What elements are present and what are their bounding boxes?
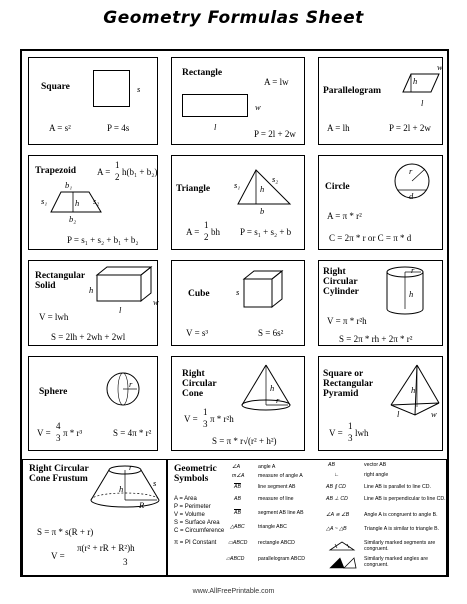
parallelogram-perimeter: P = 2l + 2w <box>389 123 431 133</box>
frustum-R-label: R <box>139 500 145 510</box>
symbol-glyph: △ABC <box>230 524 245 530</box>
triangle-s1-label: s₁ <box>234 180 241 190</box>
cone-vol-den: 3 <box>203 419 208 429</box>
symbols-cell <box>167 459 447 577</box>
formula-grid <box>20 49 449 577</box>
symbol-desc: measure of line <box>258 496 294 502</box>
cylinder-cell <box>318 260 443 346</box>
symbol-desc: angle A <box>258 464 276 470</box>
parallelogram-width-label: w <box>437 62 443 72</box>
circle-area: A = π * r² <box>327 211 362 221</box>
frustum-cell <box>22 459 167 577</box>
cylinder-h-label: h <box>409 289 414 299</box>
square-area: A = s² <box>49 123 71 133</box>
triangle-perimeter: P = s₁ + s₂ + b <box>240 227 292 237</box>
triangle-area-rhs: bh <box>211 227 220 237</box>
parallelogram-figure <box>395 72 445 102</box>
trapezoid-b1-label: b₁ <box>65 180 73 190</box>
symbol-glyph: $\overline{AB}$ <box>234 484 241 490</box>
square-figure <box>93 70 133 110</box>
rect-solid-surface: S = 2lh + 2wh + 2wl <box>51 332 126 342</box>
symbol-desc: Line AB is perpendicular to line CD. <box>364 496 446 502</box>
legend-item: P = Perimeter <box>174 504 211 510</box>
frustum-name-line2: Cone Frustum <box>29 474 88 484</box>
pyramid-h-label: h <box>411 385 416 395</box>
cone-vol-lhs: V = <box>184 414 198 424</box>
triangle-cell <box>171 155 305 250</box>
symbol-desc: Line AB is parallel to line CD. <box>364 484 431 490</box>
cylinder-r-label: r <box>411 265 415 275</box>
circle-name: Circle <box>325 182 350 192</box>
pyramid-l-label: l <box>397 409 400 419</box>
symbol-glyph: ▱ABCD <box>226 556 245 562</box>
cube-figure <box>242 269 287 314</box>
cylinder-volume: V = π * r²h <box>327 316 367 326</box>
cylinder-name-line3: Cylinder <box>323 287 359 297</box>
symbol-glyph: AB <box>328 462 335 468</box>
trapezoid-s2-label: s₂ <box>93 196 100 206</box>
rectangle-length-label: l <box>214 122 217 132</box>
rect-solid-volume: V = lwh <box>39 312 69 322</box>
rect-solid-cell <box>28 260 158 346</box>
symbol-glyph: $\overline{AB}$ <box>234 510 241 516</box>
rect-solid-l-label: l <box>119 305 122 315</box>
pyramid-name-line2: Rectangular <box>323 379 374 389</box>
cone-name-line2: Circular <box>182 379 217 389</box>
parallelogram-length-label: l <box>421 98 424 108</box>
circle-circumference: C = 2π * r or C = π * d <box>329 233 412 243</box>
square-perimeter: P = 4s <box>107 123 130 133</box>
pyramid-vol-den: 3 <box>348 433 353 443</box>
trapezoid-s1-label: s₁ <box>41 196 48 206</box>
trapezoid-area-rhs: h(b₁ + b₂) <box>122 167 158 177</box>
cone-vol-rhs: π * r²h <box>210 414 234 424</box>
rectangle-name: Rectangle <box>182 68 223 78</box>
symbol-desc: line segment AB <box>258 484 296 490</box>
rectangle-perimeter: P = 2l + 2w <box>254 129 296 139</box>
marked-segments-icon <box>328 540 358 552</box>
frustum-h-label: h <box>119 484 124 494</box>
symbol-desc: Similarly marked angles are congruent. <box>364 556 429 568</box>
parallelogram-name: Parallelogram <box>323 86 382 96</box>
pyramid-vol-num: 1 <box>348 421 353 431</box>
symbol-desc: vector AB <box>364 462 387 468</box>
parallelogram-cell <box>318 57 443 145</box>
symbol-glyph: m∠A <box>232 473 245 479</box>
cone-cell <box>171 356 305 451</box>
sphere-vol-den: 3 <box>56 433 61 443</box>
square-side-label: s <box>137 84 141 94</box>
cylinder-name-line1: Right <box>323 267 346 277</box>
parallelogram-height-label: h <box>413 76 418 86</box>
rect-solid-w-label: w <box>153 297 159 307</box>
trapezoid-name: Trapezoid <box>35 166 76 176</box>
trapezoid-b2-label: b₂ <box>69 214 77 224</box>
cone-h-label: h <box>270 383 275 393</box>
rectangle-cell <box>171 57 305 145</box>
cube-surface: S = 6s² <box>258 328 284 338</box>
symbol-glyph: ▭ABCD <box>228 540 248 546</box>
trapezoid-figure <box>49 190 119 220</box>
cone-name-line3: Cone <box>182 389 204 399</box>
sphere-r-label: r <box>129 379 133 389</box>
trapezoid-perimeter: P = s₁ + s₂ + b₁ + b₂ <box>67 235 139 245</box>
square-cell <box>28 57 158 145</box>
symbol-glyph: AB ∥ CD <box>326 484 346 490</box>
frustum-figure <box>85 464 165 514</box>
frustum-vol-den: 3 <box>123 557 128 567</box>
cube-cell <box>171 260 305 346</box>
symbol-desc: Angle A is congruent to angle B. <box>364 512 438 518</box>
trapezoid-cell <box>28 155 158 250</box>
circle-cell <box>318 155 443 250</box>
sphere-cell <box>28 356 158 451</box>
rect-solid-h-label: h <box>89 285 94 295</box>
frustum-name-line1: Right Circular <box>29 464 89 474</box>
symbol-desc: measure of angle A <box>258 473 303 479</box>
cone-vol-num: 1 <box>203 407 208 417</box>
symbol-desc: right angle <box>364 472 389 478</box>
cube-name: Cube <box>188 289 210 299</box>
symbol-glyph: ∠A ≅ ∠B <box>326 512 350 518</box>
symbol-desc: segment AB line AB <box>258 510 304 516</box>
triangle-h-label: h <box>260 184 265 194</box>
triangle-b-label: b <box>260 206 265 216</box>
frustum-r-label: r <box>129 462 133 472</box>
cone-name-line1: Right <box>182 369 205 379</box>
symbol-desc: triangle ABC <box>258 524 287 530</box>
sphere-vol-rhs: π * r³ <box>63 428 83 438</box>
trapezoid-area-num: 1 <box>115 160 120 170</box>
pyramid-w-label: w <box>431 409 437 419</box>
trapezoid-area-den: 2 <box>115 172 120 182</box>
symbol-desc: Triangle A is similar to triangle B. <box>364 526 440 532</box>
cone-figure <box>238 363 298 418</box>
frustum-vol-num: π(r² + rR + R²)h <box>77 543 135 553</box>
circle-d-label: d <box>409 191 414 201</box>
cylinder-name-line2: Circular <box>323 277 358 287</box>
pyramid-vol-lhs: V = <box>329 428 343 438</box>
marked-angles-icon <box>328 556 358 570</box>
symbol-glyph: △A ~ △B <box>326 526 347 532</box>
symbol-glyph: ∟ <box>334 472 340 478</box>
symbols-heading-line1: Geometric <box>174 464 217 474</box>
triangle-area-lhs: A = <box>186 227 200 237</box>
sphere-surface: S = 4π * r² <box>113 428 152 438</box>
triangle-area-num: 1 <box>204 220 209 230</box>
page-title: Geometry Formulas Sheet <box>103 8 364 28</box>
sphere-name: Sphere <box>39 387 68 397</box>
cone-surface: S = π * r√(r² + h²) <box>212 436 277 446</box>
pyramid-name-line1: Square or <box>323 369 364 379</box>
rectangle-width-label: w <box>255 102 261 112</box>
frustum-vol-lhs: V = <box>51 551 65 561</box>
circle-r-label: r <box>409 166 413 176</box>
rect-solid-name-line2: Solid <box>35 281 56 291</box>
symbol-glyph: AB <box>234 496 241 502</box>
pyramid-cell <box>318 356 443 451</box>
sphere-figure <box>105 371 145 411</box>
symbol-glyph: AB ⊥ CD <box>326 496 348 502</box>
triangle-area-den: 2 <box>204 232 209 242</box>
symbol-glyph: ∠A <box>232 464 241 470</box>
legend-item: π = PI Constant <box>174 540 217 546</box>
cylinder-figure <box>383 265 433 320</box>
rect-solid-figure <box>95 265 155 305</box>
symbol-desc: parallelogram ABCD <box>258 556 305 562</box>
cube-volume: V = s³ <box>186 328 209 338</box>
cylinder-surface: S = 2π * rh + 2π * r² <box>339 334 413 344</box>
triangle-figure <box>236 168 296 213</box>
sphere-vol-lhs: V = <box>37 428 51 438</box>
symbol-desc: Similarly marked segments are congruent. <box>364 540 436 552</box>
parallelogram-area: A = lh <box>327 123 350 133</box>
legend-item: V = Volume <box>174 512 205 518</box>
symbols-heading-line2: Symbols <box>174 474 209 484</box>
rect-solid-name-line1: Rectangular <box>35 271 86 281</box>
triangle-s2-label: s₂ <box>272 174 279 184</box>
rectangle-area: A = lw <box>264 77 289 87</box>
pyramid-name-line3: Pyramid <box>323 389 359 399</box>
legend-item: S = Surface Area <box>174 520 220 526</box>
frustum-surface: S = π * s(R + r) <box>37 527 94 537</box>
footer-url: www.AllFreePrintable.com <box>192 588 275 595</box>
sphere-vol-num: 4 <box>56 421 61 431</box>
symbol-desc: rectangle ABCD <box>258 540 295 546</box>
legend-item: A = Area <box>174 496 197 502</box>
legend-item: C = Circumference <box>174 528 225 534</box>
rectangle-figure <box>182 94 252 124</box>
trapezoid-h-label: h <box>75 198 80 208</box>
trapezoid-area-lhs: A = <box>97 167 111 177</box>
triangle-name: Triangle <box>176 184 211 194</box>
pyramid-vol-rhs: lwh <box>355 428 369 438</box>
square-name: Square <box>41 82 70 92</box>
frustum-s-label: s <box>153 478 157 488</box>
cube-side-label: s <box>236 287 240 297</box>
cone-r-label: r <box>276 395 280 405</box>
